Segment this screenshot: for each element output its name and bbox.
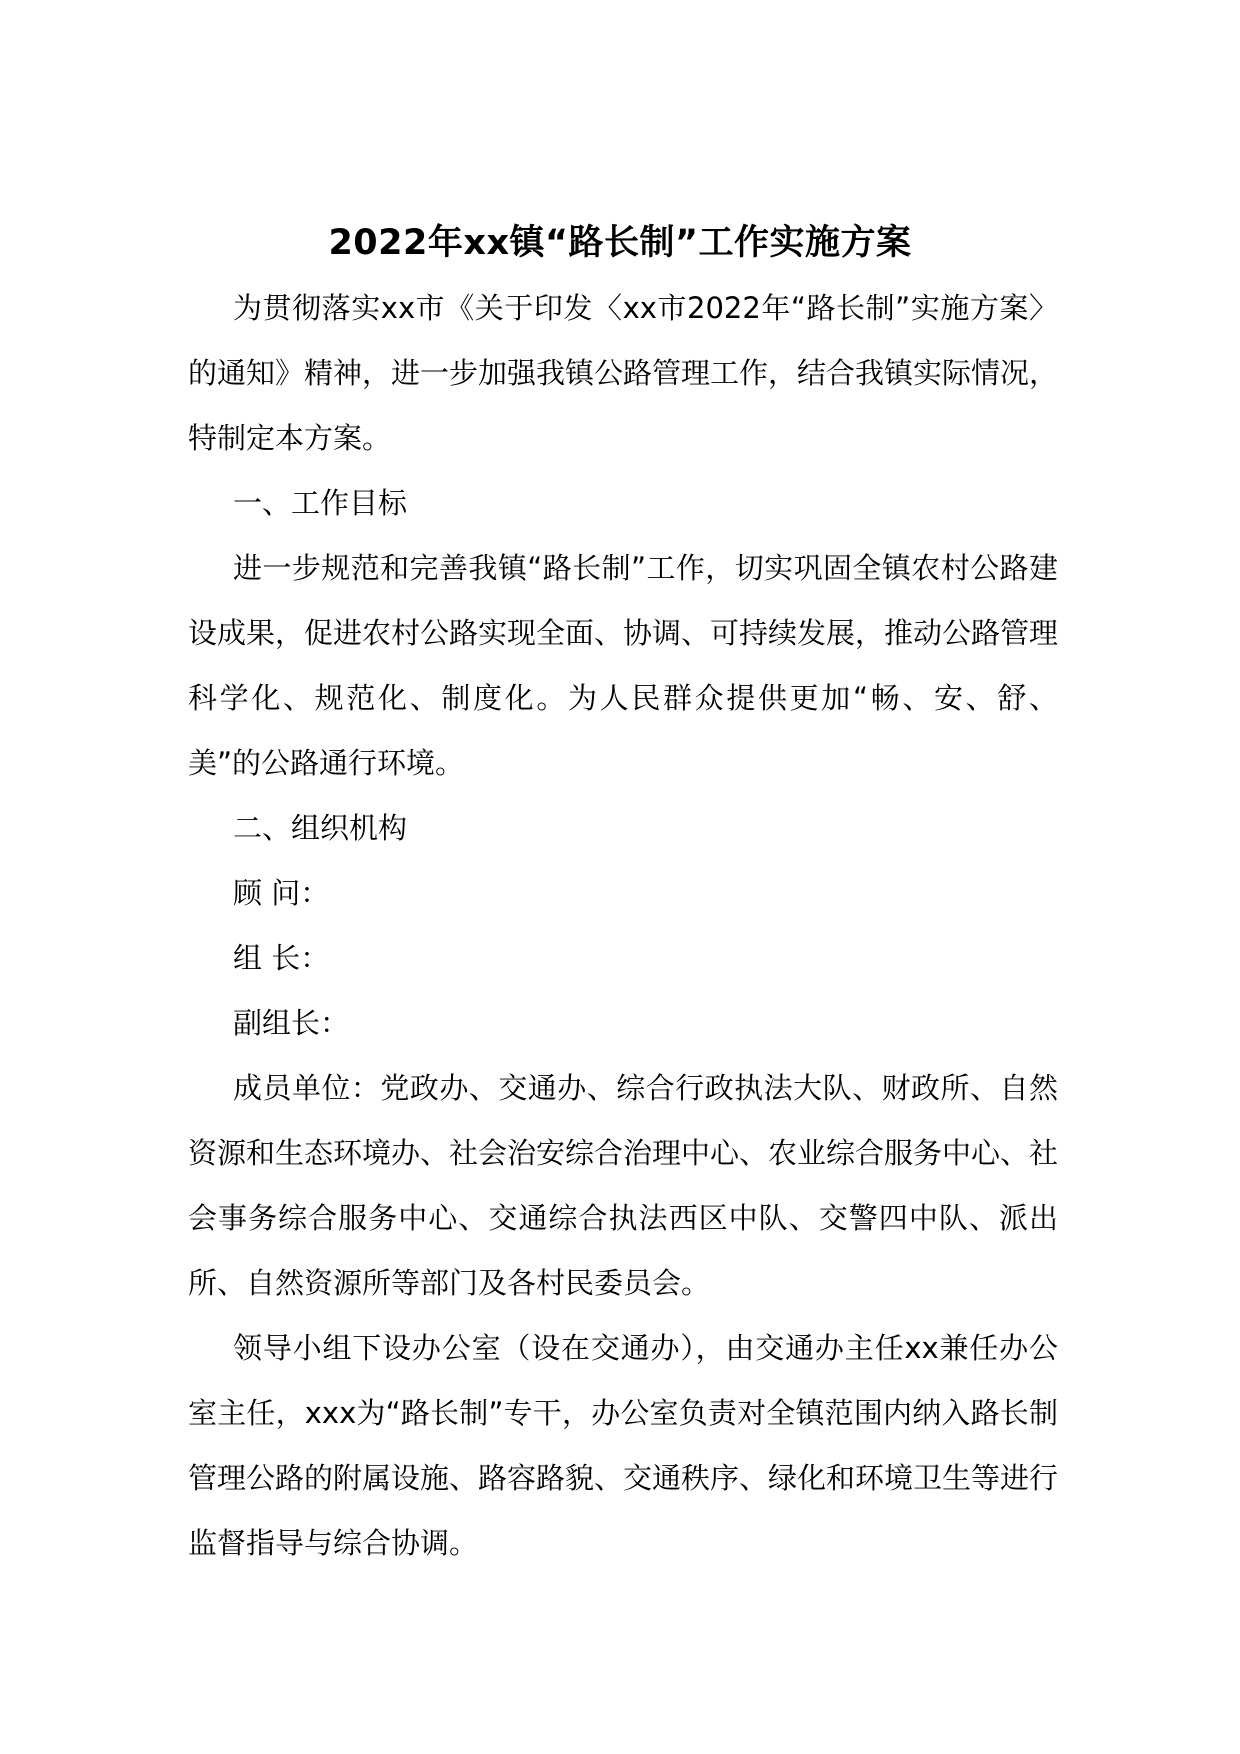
document-body — [188, 276, 1058, 1576]
section-heading-organization: 二、组织机构 — [233, 811, 408, 845]
leader-line: 组 长： — [233, 941, 330, 975]
member-units-paragraph: 成员单位：党政办、交通办、综合行政执法大队、财政所、自然资源和生态环境办、社会治安综合治理中心、农业综合服务中心、社会事务综合服务中心、交通综合执法西区中队、交警四中队、派出所、自然资源所等部门及各村民委员会。 — [188, 1071, 1059, 1300]
deputy-leader-line: 副组长： — [233, 1006, 350, 1040]
section-heading-goals: 一、工作目标 — [233, 486, 408, 520]
document-title: 2022年xx镇“路长制”工作实施方案 — [328, 223, 912, 264]
intro-paragraph: 为贯彻落实xx市《关于印发〈xx市2022年“路长制”实施方案〉的通知》精神，进一步加强我镇公路管理工作，结合我镇实际情况，特制定本方案。 — [188, 291, 1059, 455]
office-paragraph: 领导小组下设办公室（设在交通办），由交通办主任xx兼任办公室主任，xxx为“路长制”专干，办公室负责对全镇范围内纳入路长制管理公路的附属设施、路容路貌、交通秩序、绿化和环境卫生等进行监督指导与综合协调。 — [188, 1331, 1059, 1560]
advisor-line: 顾 问： — [233, 876, 330, 910]
goals-paragraph: 进一步规范和完善我镇“路长制”工作，切实巩固全镇农村公路建设成果，促进农村公路实现全面、协调、可持续发展，推动公路管理科学化、规范化、制度化。为人民群众提供更加“畅、安、舒、美”的公路通行环境。 — [188, 551, 1059, 780]
